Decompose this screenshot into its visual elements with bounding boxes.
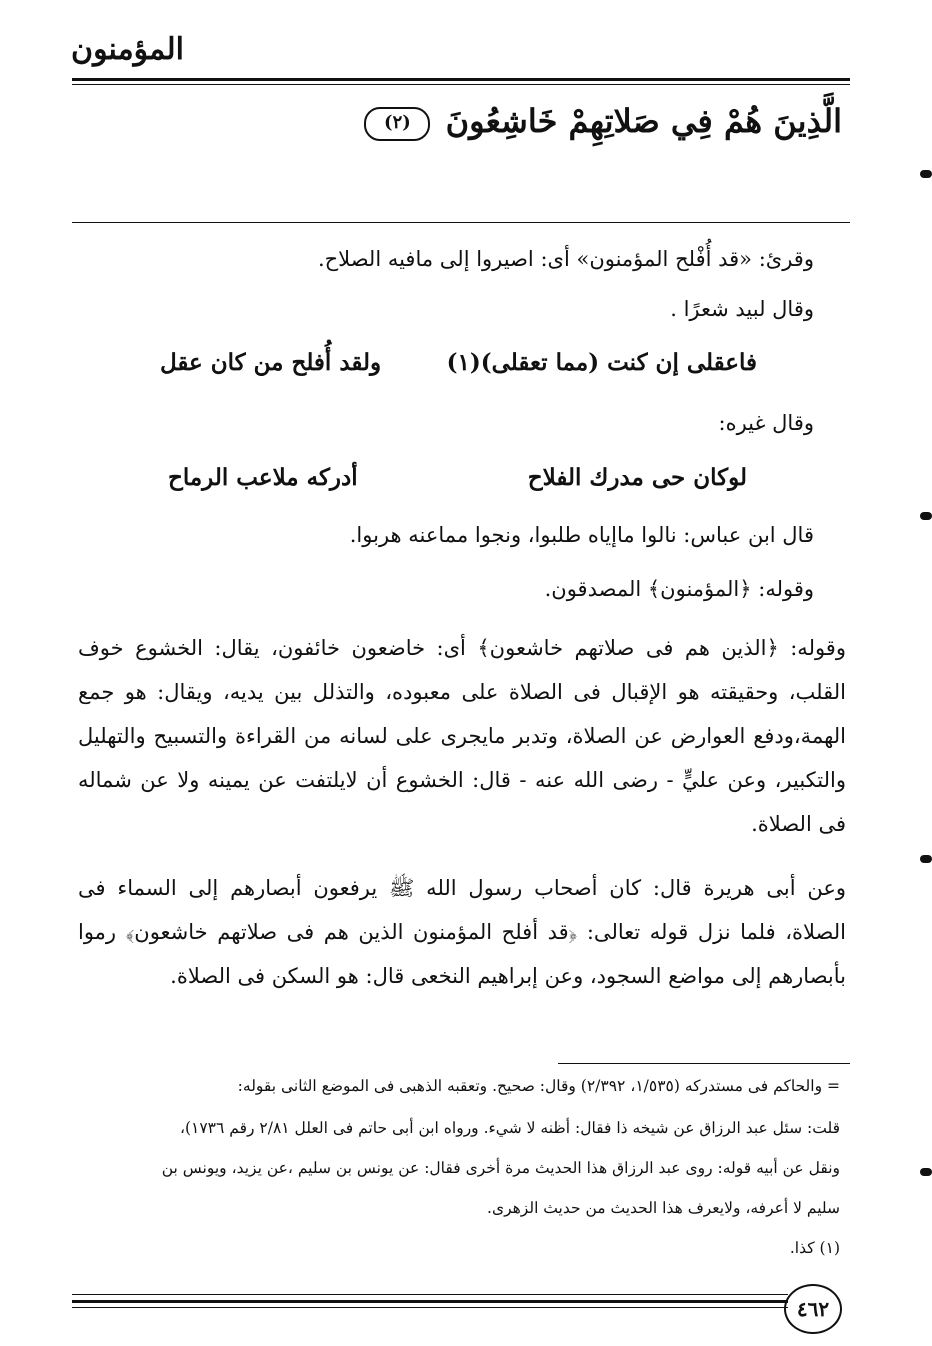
header-rule-thin [72, 84, 850, 85]
running-title: المؤمنون [71, 32, 184, 67]
body-line-1: وقرئ: «قد أُفْلح المؤمنون» أى: اصيروا إلى مافيه الصلاح. [317, 247, 814, 271]
verse-separator-rule [72, 222, 850, 223]
header-rule-thick [72, 78, 850, 81]
body-line-5: وقوله: ﴿المؤمنون﴾ المصدقون. [544, 577, 814, 601]
footer-rule-thick [72, 1300, 788, 1303]
body-line-2: وقال لبيد شعرًا . [670, 297, 814, 321]
page-number-badge: ٤٦٢ [784, 1284, 842, 1334]
footer-rule-thin [72, 1294, 788, 1295]
footnote-line-2: قلت: سئل عبد الرزاق عن شيخه ذا فقال: أظنه لا شيء. ورواه ابن أبى حاتم فى العلل ٢/٨١ رقم ١٧٣٦)، [179, 1119, 840, 1137]
scan-edge-mark [920, 1168, 932, 1176]
poem2-hemistich-right: لوكان حى مدرك الفلاح [527, 464, 747, 491]
body-line-4: قال ابن عباس: نالوا ماإياه طلبوا، ونجوا مماعنه هربوا. [349, 523, 814, 547]
verse-text: الَّذِينَ هُمْ فِي صَلاتِهِمْ خَاشِعُونَ [445, 102, 842, 140]
footnote-separator [558, 1063, 850, 1064]
poem2-hemistich-left: أدركه ملاعب الرماح [168, 464, 358, 491]
scan-edge-mark [920, 855, 932, 863]
poem1-hemistich-left: ولقد أُفلح من كان عقل [160, 349, 382, 376]
footnote-line-4: سليم لا أعرفه، ولايعرف هذا الحديث من حديث الزهرى. [487, 1199, 840, 1217]
scan-edge-mark [920, 170, 932, 178]
verse-number-badge: (٢) [364, 107, 430, 141]
poem1-hemistich-right: فاعقلى إن كنت (مما تعقلى)(١) [446, 349, 757, 376]
scan-edge-mark [920, 512, 932, 520]
footer-rule-thin-2 [72, 1307, 788, 1308]
verse-heading [82, 92, 842, 150]
footnote-line-3: ونقل عن أبيه قوله: روى عبد الرزاق هذا الحديث مرة أخرى فقال: عن يونس بن سليم ،عن يزيد، ويونس بن [161, 1159, 840, 1177]
footnote-line-5: (١) كذا. [789, 1239, 840, 1257]
body-line-3: وقال غيره: [718, 411, 814, 435]
body-paragraph-2: وعن أبى هريرة قال: كان أصحاب رسول الله ﷺ يرفعون أبصارهم إلى السماء فى الصلاة، فلما نزل قوله تعالى: ﴿قد أفلح المؤمنون الذين هم فى صلاتهم خاشعون﴾ رموا بأبصارهم إلى مواضع السجود، وعن إبراهيم النخعى قال: هو السكن فى الصلاة. [78, 876, 846, 988]
footnote-line-1: = والحاكم فى مستدركه (١/٥٣٥، ٢/٣٩٢) وقال: صحيح. وتعقبه الذهبى فى الموضع الثانى بقوله: [237, 1077, 840, 1095]
body-paragraph-1: وقوله: ﴿الذين هم فى صلاتهم خاشعون﴾ أى: خاضعون خائفون، يقال: الخشوع خوف القلب، وحقيقته هو الإقبال فى الصلاة على معبوده، والتذلل بين يديه، ويقال: هو جمع الهمة،ودفع العوارض عن الصلاة، وتدبر مايجرى على لسانه من القراءة والتسبيح والتهليل والتكبير، وعن عليٍّ - رضى الله عنه - قال: الخشوع أن لايلتفت عن يمينه ولا عن شماله فى الصلاة. [78, 636, 846, 836]
